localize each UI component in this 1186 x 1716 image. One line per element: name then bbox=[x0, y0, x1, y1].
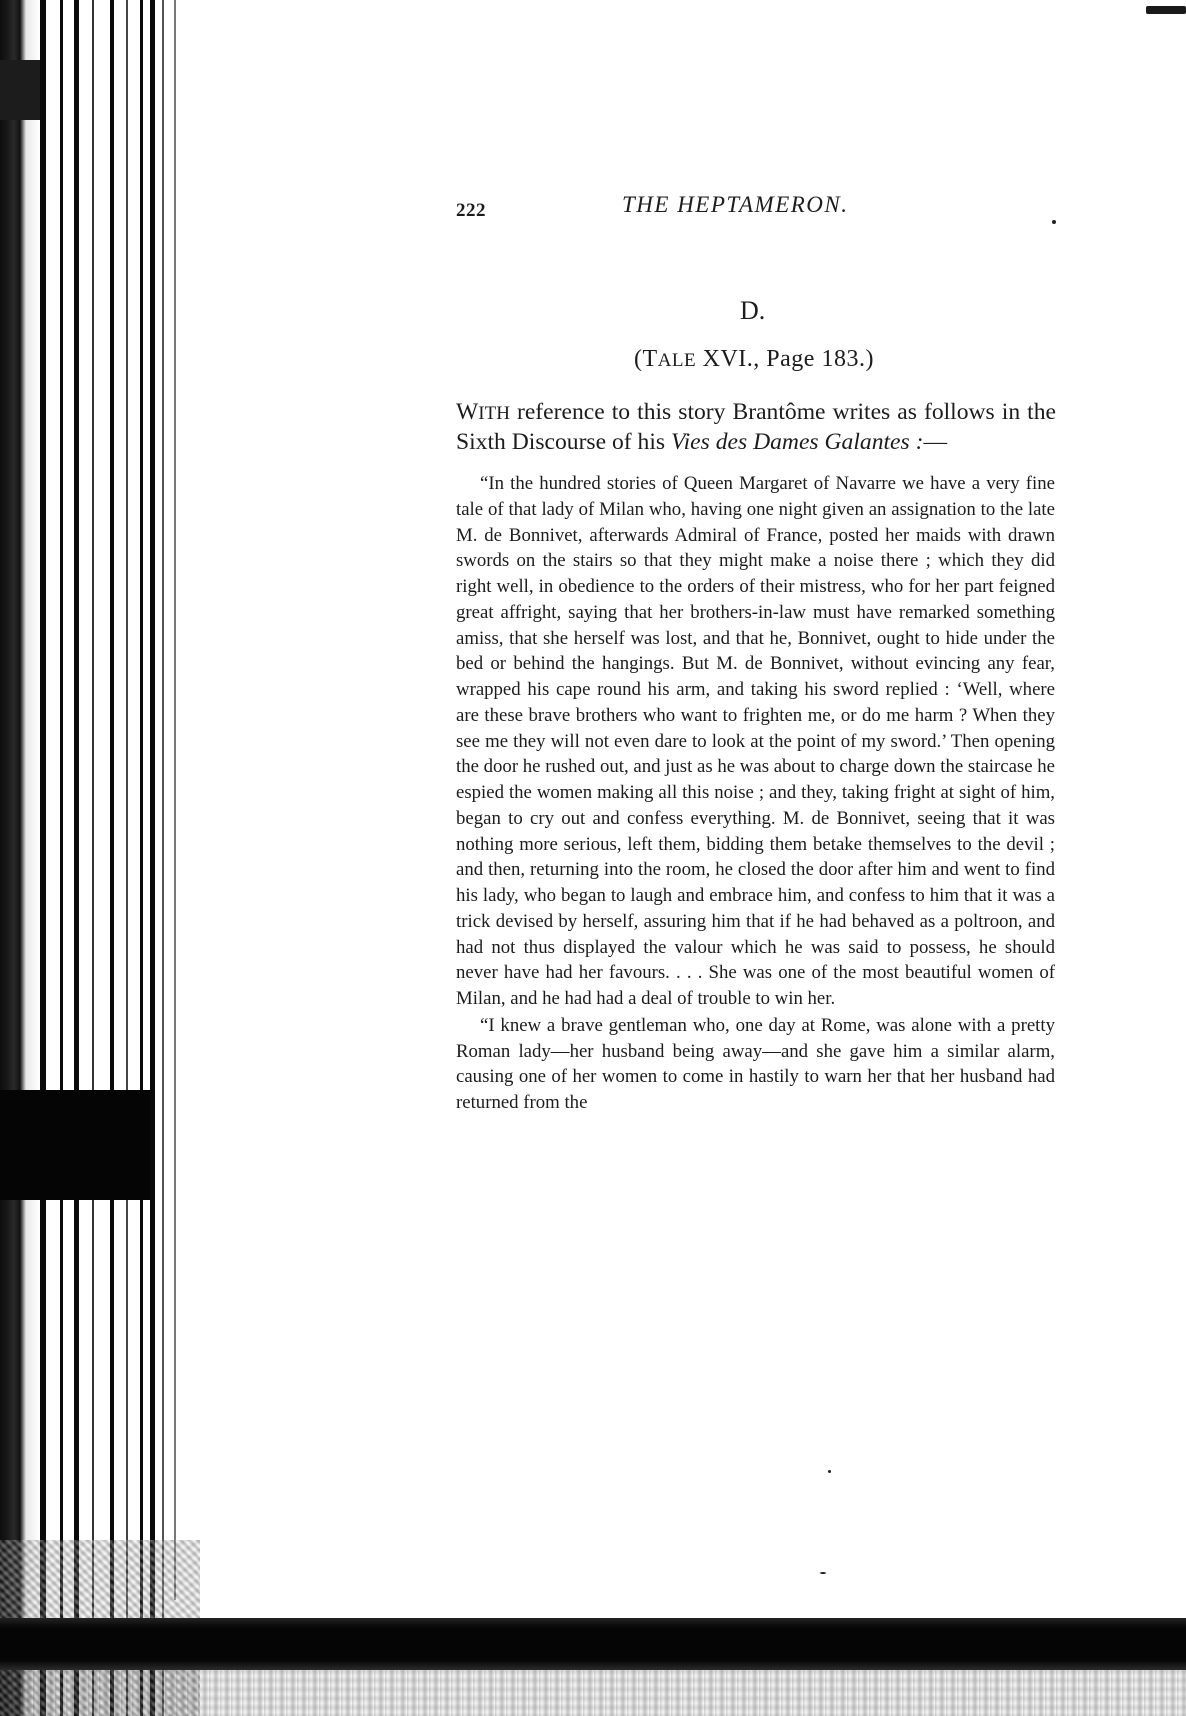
gutter-strip bbox=[162, 0, 164, 1716]
scan-speck bbox=[828, 1470, 831, 1473]
intro-paragraph bbox=[456, 398, 1056, 457]
gutter-strip bbox=[174, 0, 176, 1600]
gutter-strip bbox=[126, 0, 128, 1716]
book-gutter bbox=[0, 0, 192, 1716]
tale-reference-smallcaps: ALE bbox=[657, 350, 697, 371]
gutter-strip bbox=[92, 0, 94, 1716]
intro-dash: — bbox=[923, 429, 948, 455]
tale-reference-cap: T bbox=[642, 346, 658, 372]
book-bottom-edge bbox=[0, 1618, 1186, 1670]
tale-reference bbox=[452, 346, 1056, 373]
quote-block bbox=[456, 471, 1055, 1116]
gutter-shadow bbox=[0, 60, 40, 120]
intro-book-title: Vies des Dames Galantes : bbox=[670, 429, 924, 455]
quote-paragraph: “In the hundred stories of Queen Margaret of Navarre we have a very fine tale of that lady of Milan who, having one night given an assignation to the late M. de Bonnivet, afterwards Admiral of France, posted her maids with drawn swords on the stairs so that they might make a noise there ; which they did right well, in obedience to the orders of their mistress, who for her part feigned great affright, saying that her brothers-in-law must have remarked something amiss, that she herself was lost, and that he, Bonnivet, ought to hide under the bed or behind the hangings. But M. de Bonnivet, without evincing any fear, wrapped his cape round his arm, and taking his sword replied : ‘Well, where are these brave brothers who want to frighten me, or do me harm ? When they see me they will not even dare to look at the point of my sword.’ Then opening the door he rushed out, and just as he was about to charge down the staircase he espied the women making all this noise ; and they, taking fright at sight of him, began to cry out and confess everything. M. de Bonnivet, seeing that it was nothing more serious, left them, bidding them betake themselves to the devil ; and then, returning into the room, he closed the door after him and went to find his lady, who began to laugh and embrace him, and confess to him that it was a trick devised by herself, assuring him that if he had behaved as a poltroon, and had not thus displayed the valour which he was said to possess, he should never have had her favours. . . . She was one of the most beautiful women of Milan, and he had had a deal of trouble to win her. bbox=[456, 473, 1055, 1009]
scan-noise bbox=[0, 1670, 1186, 1716]
gutter-strip bbox=[110, 0, 114, 1716]
running-header bbox=[452, 192, 1056, 226]
gutter-strip bbox=[150, 0, 155, 1716]
page-number: 222 bbox=[456, 200, 486, 221]
scan-mark bbox=[1146, 6, 1186, 14]
tale-reference-open: ( bbox=[634, 346, 643, 372]
gutter-strip bbox=[60, 0, 63, 1716]
gutter-strip bbox=[74, 0, 79, 1716]
intro-lead-smallcaps: ITH bbox=[478, 403, 510, 424]
running-title: THE HEPTAMERON. bbox=[622, 192, 849, 217]
quote-paragraph: “I knew a brave gentleman who, one day at Rome, was alone with a pretty Roman lady—her husband being away—and she gave him a similar alarm, causing one of her women to come in hastily to warn her that her husband had returned from the bbox=[456, 1014, 1055, 1113]
gutter-shadow bbox=[0, 1090, 150, 1200]
section-heading: D. bbox=[740, 296, 766, 325]
gutter-strip bbox=[140, 0, 143, 1716]
tale-reference-rest: XVI., Page 183.) bbox=[696, 346, 874, 372]
scan-speck bbox=[820, 1572, 826, 1574]
intro-text: reference to this story Brantôme writes as follows in the Sixth Discourse of his bbox=[456, 399, 1056, 455]
gutter-strip bbox=[40, 0, 46, 1716]
intro-lead-cap: W bbox=[456, 399, 479, 425]
